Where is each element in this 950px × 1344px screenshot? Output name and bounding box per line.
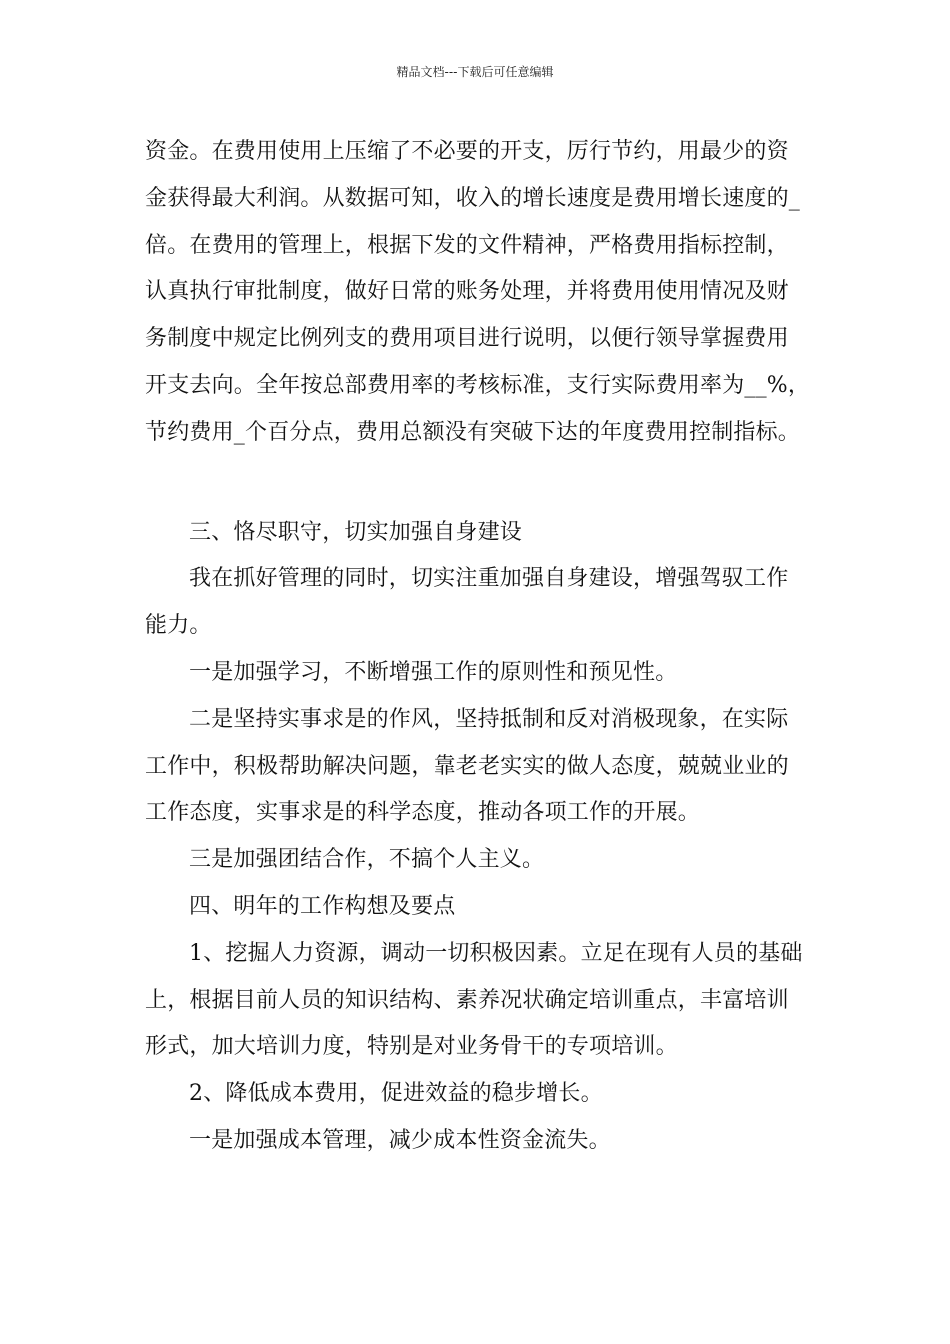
text-line: 形式，加大培训力度，特别是对业务骨干的专项培训。 [145, 1034, 678, 1060]
paragraph-self-building [145, 556, 815, 650]
text-line: 认真执行审批制度，做好日常的账务处理，并将费用使用情况及财 [145, 279, 789, 305]
paragraph-work-style [145, 697, 815, 837]
paragraph-study: 一是加强学习，不断增强工作的原则性和预见性。 [189, 659, 678, 685]
paragraph-teamwork: 三是加强团结合作，不搞个人主义。 [189, 847, 545, 873]
text-line: 工作态度，实事求是的科学态度，推动各项工作的开展。 [145, 800, 701, 826]
text-line: 节约费用_个百分点，费用总额没有突破下达的年度费用控制指标。 [145, 419, 801, 445]
text-line: 工作中，积极帮助解决问题，靠老老实实的做人态度，兢兢业业的 [145, 753, 789, 779]
text-line: 金获得最大利润。从数据可知，收入的增长速度是费用增长速度的_ [145, 185, 801, 211]
text-line: 开支去向。全年按总部费用率的考核标准，支行实际费用率为__%， [145, 372, 811, 398]
text-line: 我在抓好管理的同时，切实注重加强自身建设，增强驾驭工作 [189, 566, 789, 592]
paragraph-cost-management: 一是加强成本管理，减少成本性资金流失。 [189, 1127, 611, 1153]
section-heading-four: 四、明年的工作构想及要点 [189, 893, 456, 919]
text-line: 能力。 [145, 613, 212, 639]
paragraph-gap [145, 457, 815, 510]
page-header: 精品文档---下载后可任意编辑 [396, 65, 554, 79]
paragraph-expense-control [145, 129, 815, 457]
section-heading-three: 三、恪尽职守，切实加强自身建设 [189, 519, 523, 545]
text-line: 务制度中规定比例列支的费用项目进行说明，以便行领导掌握费用 [145, 326, 789, 352]
text-line: 资金。在费用使用上压缩了不必要的开支，厉行节约，用最少的资 [145, 139, 789, 164]
text-line: 倍。在费用的管理上，根据下发的文件精神，严格费用指标控制， [145, 232, 789, 258]
paragraph-human-resources [145, 931, 815, 1071]
text-line: 上，根据目前人员的知识结构、素养况状确定培训重点，丰富培训 [145, 987, 789, 1013]
text-line: 1、挖掘人力资源，调动一切积极因素。立足在现有人员的基础 [189, 940, 803, 966]
paragraph-reduce-cost: 2、降低成本费用，促进效益的稳步增长。 [189, 1081, 603, 1107]
text-line: 二是坚持实事求是的作风，坚持抵制和反对消极现象，在实际 [189, 706, 789, 732]
document-body [145, 129, 815, 1165]
